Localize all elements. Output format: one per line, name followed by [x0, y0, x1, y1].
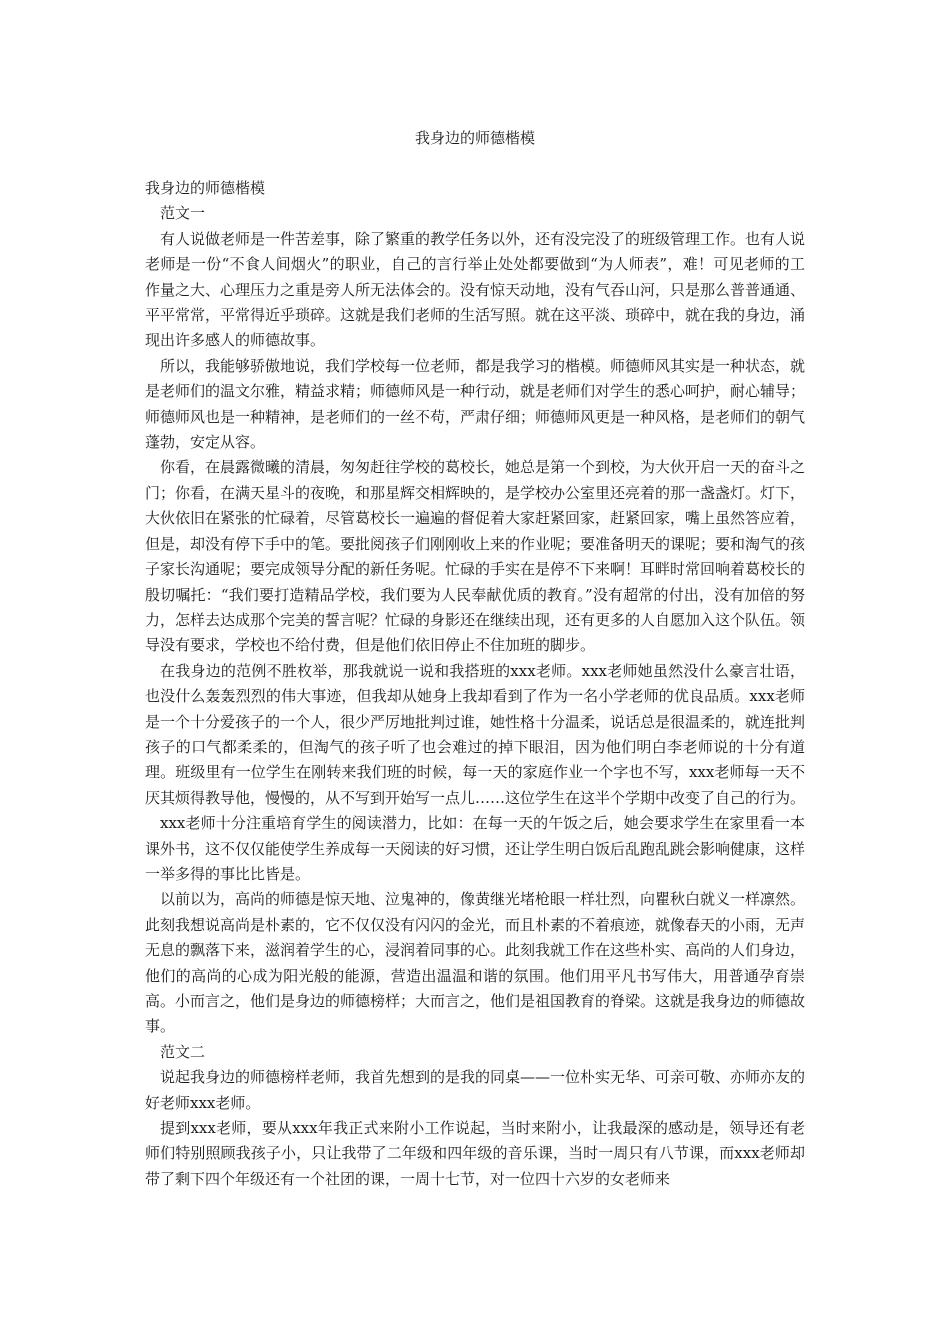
- paragraph: 说起我身边的师德榜样老师，我首先想到的是我的同桌——一位朴实无华、可亲可敬、亦师亦友的好老师xxx老师。: [145, 1068, 806, 1112]
- paragraph: 有人说做老师是一件苦差事，除了繁重的教学任务以外，还有没完没了的班级管理工作。也有人说老师是一份“不食人间烟火”的职业，自己的言行举止处处都要做到“为人师表”，难！可见老师的工作量之大、心理压力之重是旁人所无法体会的。没有惊天动地，没有气吞山河，只是那么普普通通、平平常常，平常得近乎琐碎。这就是我们老师的生活写照。就在这平淡、琐碎中，就在我的身边，涌现出许多感人的师德故事。: [145, 229, 806, 350]
- paragraph: 所以，我能够骄傲地说，我们学校每一位老师，都是我学习的楷模。师德师风其实是一种状态，就是老师们的温文尔雅，精益求精；师德师风是一种行动，就是老师们对学生的悉心呵护，耐心辅导；师德师风也是一种精神，是老师们的一丝不苟，严肃仔细；师德师风更是一种风格，是老师们的朝气蓬勃，安定从容。: [145, 356, 806, 452]
- paragraph: 以前以为，高尚的师德是惊天地、泣鬼神的，像黄继光堵枪眼一样壮烈，向瞿秋白就义一样凛然。此刻我想说高尚是朴素的，它不仅仅没有闪闪的金光，而且朴素的不着痕迹，就像春天的小雨，无声无息的飘落下来，滋润着学生的心，浸润着同事的心。此刻我就工作在这些朴实、高尚的人们身边，他们的高尚的心成为阳光般的能源，营造出温温和谐的氛围。他们用平凡书写伟大，用普通孕育崇高。小而言之，他们是身边的师德榜样；大而言之，他们是祖国教育的脊梁。这就是我身边的师德故事。: [145, 890, 806, 1036]
- document-title: 我身边的师德楷模: [414, 129, 535, 147]
- paragraph: 提到xxx老师，要从xxx年我正式来附小工作说起，当时来附小，让我最深的感动是，领导还有老师们特别照顾我孩子小，只让我带了二年级和四年级的音乐课，当时一周只有八节课，而xxx老师却带了剩下四个年级还有一个社团的课，一周十七节，对一位四十六岁的女老师来: [145, 1119, 805, 1188]
- section-label: 范文一: [160, 204, 206, 223]
- paragraph: 在我身边的范例不胜枚举，那我就说一说和我搭班的xxx老师。xxx老师她虽然没什么豪言壮语，也没什么轰轰烈烈的伟大事迹，但我却从她身上我却看到了作为一名小学老师的优良品质。xxx老师是一个十分爱孩子的一个人，很少严厉地批判过谁，她性格十分温柔，说话总是很温柔的，就连批判孩子的口气都柔柔的，但淘气的孩子听了也会难过的掉下眼泪，因为他们明白李老师说的十分有道理。班级里有一位学生在刚转来我们班的时候，每一天的家庭作业一个字也不写，xxx老师每一天不厌其烦得教导他，慢慢的，从不写到开始写一点儿……这位学生在这半个学期中改变了自己的行为。: [145, 661, 806, 807]
- paragraph: xxx老师十分注重培育学生的阅读潜力，比如：在每一天的午饭之后，她会要求学生在家里看一本课外书，这不仅仅能使学生养成每一天阅读的好习惯，还让学生明白饭后乱跑乱跳会影响健康，这样一举多得的事比比皆是。: [145, 814, 806, 883]
- paragraph: 你看，在晨露微曦的清晨，匆匆赶往学校的葛校长，她总是第一个到校，为大伙开启一天的奋斗之门；你看，在满天星斗的夜晚，和那星辉交相辉映的，是学校办公室里还亮着的那一盏盏灯。灯下，大伙依旧在紧张的忙碌着，尽管葛校长一遍遍的督促着大家赶紧回家，赶紧回家，嘴上虽然答应着，但是，却没有停下手中的笔。要批阅孩子们刚刚收上来的作业呢；要准备明天的课呢；要和淘气的孩子家长沟通呢；要完成领导分配的新任务呢。忙碌的手实在是停不下来啊！耳畔时常回响着葛校长的殷切嘱托：“我们要打造精品学校，我们要为人民奉献优质的教育。”没有超常的付出，没有加倍的努力，怎样去达成那个完美的誓言呢？忙碌的身影还在继续出现，还有更多的人自愿加入这个队伍。领导没有要求，学校也不给付费，但是他们依旧停止不住加班的脚步。: [145, 458, 806, 655]
- section-label: 范文二: [160, 1042, 206, 1061]
- document-body: [145, 176, 805, 1192]
- document-heading: 我身边的师德楷模: [145, 179, 266, 197]
